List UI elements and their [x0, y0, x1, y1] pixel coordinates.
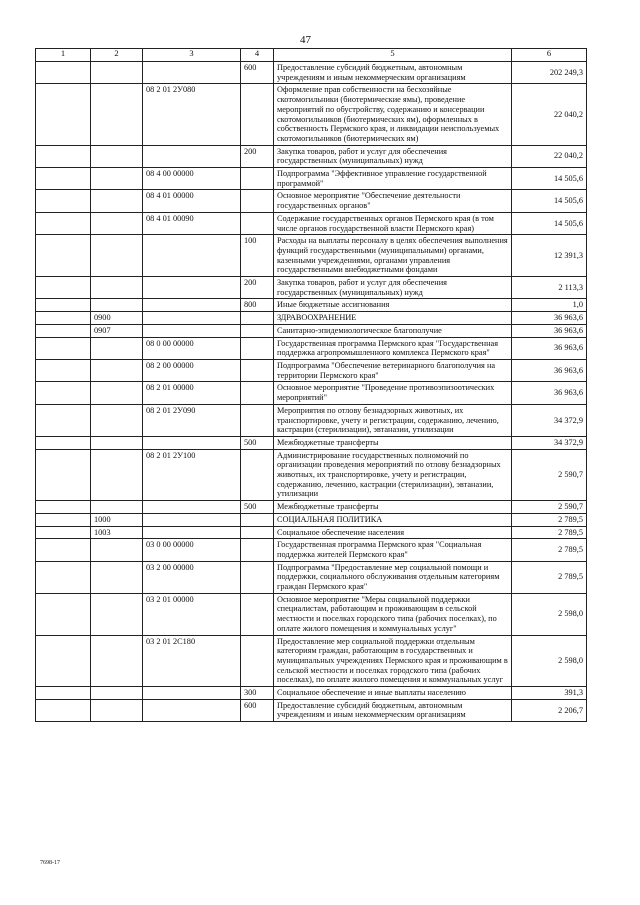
cell-expense-type: [241, 539, 274, 561]
cell-section: [36, 449, 91, 501]
cell-target-article: [143, 526, 241, 539]
cell-name: Основное мероприятие "Обеспечение деятельности государственных органов": [274, 190, 512, 212]
cell-amount: 202 249,3: [512, 62, 587, 84]
cell-name: Подпрограмма "Эффективное управление государственной программой": [274, 168, 512, 190]
table-row: [36, 62, 587, 84]
cell-subsection: [91, 190, 143, 212]
cell-amount: 22 040,2: [512, 84, 587, 145]
cell-subsection: [91, 687, 143, 700]
cell-name: Предоставление субсидий бюджетным, автономным учреждениям и иным некоммерческим организациям: [274, 699, 512, 721]
cell-expense-type: [241, 635, 274, 687]
cell-subsection: [91, 449, 143, 501]
cell-expense-type: [241, 337, 274, 359]
cell-expense-type: 100: [241, 235, 274, 277]
cell-target-article: [143, 324, 241, 337]
cell-section: [36, 359, 91, 381]
table-row: [36, 359, 587, 381]
cell-section: [36, 324, 91, 337]
cell-subsection: [91, 436, 143, 449]
cell-subsection: [91, 539, 143, 561]
cell-target-article: 03 2 00 00000: [143, 561, 241, 593]
footer-code: 7698-17: [40, 860, 60, 866]
cell-name: Предоставление мер социальной поддержки отдельным категориям граждан, работающим в государственных и муниципальных учреждениях Пермского края и проживающим в сельской местности и поселках городского типа (рабочих поселках), по оплате жилого помещения и коммунальных услуг: [274, 635, 512, 687]
table-row: [36, 526, 587, 539]
cell-amount: 2 590,7: [512, 501, 587, 514]
cell-subsection: [91, 84, 143, 145]
cell-subsection: 1000: [91, 513, 143, 526]
cell-expense-type: 600: [241, 699, 274, 721]
cell-amount: 22 040,2: [512, 145, 587, 167]
cell-amount: 14 505,6: [512, 212, 587, 234]
table-row: [36, 324, 587, 337]
table-row: [36, 539, 587, 561]
cell-amount: 391,3: [512, 687, 587, 700]
budget-table: [35, 48, 587, 722]
cell-section: [36, 190, 91, 212]
cell-subsection: [91, 62, 143, 84]
cell-expense-type: [241, 382, 274, 404]
cell-subsection: [91, 501, 143, 514]
cell-amount: 2 113,3: [512, 277, 587, 299]
cell-section: [36, 561, 91, 593]
cell-name: Мероприятия по отлову безнадзорных животных, их транспортировке, учету и регистрации, содержанию, лечению, кастрации (стерилизации), эвтаназии, утилизации: [274, 404, 512, 436]
cell-expense-type: 600: [241, 62, 274, 84]
table-header-row: [36, 49, 587, 62]
cell-target-article: [143, 312, 241, 325]
table-row: [36, 687, 587, 700]
cell-name: ЗДРАВООХРАНЕНИЕ: [274, 312, 512, 325]
cell-expense-type: [241, 526, 274, 539]
cell-subsection: [91, 212, 143, 234]
cell-amount: 34 372,9: [512, 436, 587, 449]
cell-target-article: [143, 235, 241, 277]
cell-subsection: [91, 561, 143, 593]
cell-target-article: 08 4 00 00000: [143, 168, 241, 190]
cell-target-article: 03 2 01 00000: [143, 593, 241, 635]
cell-target-article: 03 2 01 2С180: [143, 635, 241, 687]
cell-name: Содержание государственных органов Пермского края (в том числе органов государственной власти Пермского края): [274, 212, 512, 234]
table-row: [36, 337, 587, 359]
cell-expense-type: 300: [241, 687, 274, 700]
cell-section: [36, 539, 91, 561]
cell-subsection: [91, 699, 143, 721]
cell-section: [36, 382, 91, 404]
cell-expense-type: [241, 190, 274, 212]
cell-amount: 2 598,0: [512, 593, 587, 635]
cell-section: [36, 635, 91, 687]
cell-name: Предоставление субсидий бюджетным, автономным учреждениям и иным некоммерческим организациям: [274, 62, 512, 84]
cell-section: [36, 337, 91, 359]
cell-target-article: 08 2 01 2У090: [143, 404, 241, 436]
cell-expense-type: [241, 168, 274, 190]
cell-expense-type: 500: [241, 501, 274, 514]
table-row: [36, 635, 587, 687]
cell-name: Закупка товаров, работ и услуг для обеспечения государственных (муниципальных) нужд: [274, 277, 512, 299]
cell-subsection: [91, 235, 143, 277]
cell-target-article: [143, 699, 241, 721]
cell-subsection: [91, 382, 143, 404]
cell-section: [36, 277, 91, 299]
cell-amount: 2 789,5: [512, 561, 587, 593]
cell-target-article: [143, 277, 241, 299]
cell-target-article: [143, 501, 241, 514]
cell-section: [36, 699, 91, 721]
cell-name: СОЦИАЛЬНАЯ ПОЛИТИКА: [274, 513, 512, 526]
cell-target-article: 08 2 01 2У100: [143, 449, 241, 501]
column-header: 2: [91, 49, 143, 62]
cell-name: Закупка товаров, работ и услуг для обеспечения государственных (муниципальных) нужд: [274, 145, 512, 167]
table-row: [36, 312, 587, 325]
cell-amount: 2 206,7: [512, 699, 587, 721]
cell-section: [36, 501, 91, 514]
cell-amount: 12 391,3: [512, 235, 587, 277]
cell-amount: 14 505,6: [512, 168, 587, 190]
table-row: [36, 449, 587, 501]
cell-target-article: 08 4 01 00090: [143, 212, 241, 234]
cell-section: [36, 84, 91, 145]
column-header: 5: [274, 49, 512, 62]
cell-section: [36, 526, 91, 539]
cell-subsection: [91, 299, 143, 312]
cell-expense-type: 200: [241, 277, 274, 299]
cell-section: [36, 235, 91, 277]
cell-name: Государственная программа Пермского края "Государственная поддержка агропромышленного комплекса Пермского края": [274, 337, 512, 359]
cell-expense-type: [241, 359, 274, 381]
table-row: [36, 84, 587, 145]
table-row: [36, 501, 587, 514]
cell-subsection: 0900: [91, 312, 143, 325]
cell-subsection: [91, 168, 143, 190]
cell-name: Иные бюджетные ассигнования: [274, 299, 512, 312]
cell-name: Основное мероприятие "Проведение противоэпизоотических мероприятий": [274, 382, 512, 404]
cell-expense-type: [241, 212, 274, 234]
cell-amount: 36 963,6: [512, 312, 587, 325]
cell-amount: 2 789,5: [512, 513, 587, 526]
cell-subsection: [91, 145, 143, 167]
cell-amount: 14 505,6: [512, 190, 587, 212]
cell-section: [36, 687, 91, 700]
cell-target-article: [143, 436, 241, 449]
cell-section: [36, 404, 91, 436]
cell-amount: 36 963,6: [512, 382, 587, 404]
cell-expense-type: [241, 593, 274, 635]
cell-subsection: [91, 277, 143, 299]
cell-subsection: [91, 593, 143, 635]
table-row: [36, 212, 587, 234]
column-header: 1: [36, 49, 91, 62]
cell-target-article: [143, 299, 241, 312]
cell-name: Администрирование государственных полномочий по организации проведения мероприятий по отлову безнадзорных животных, их транспортировке, учету и регистрации, содержанию, лечению, кастрации (стерилизации), эвтаназии, утилизации: [274, 449, 512, 501]
cell-section: [36, 145, 91, 167]
table-row: [36, 593, 587, 635]
cell-target-article: 08 4 01 00000: [143, 190, 241, 212]
cell-amount: 34 372,9: [512, 404, 587, 436]
cell-name: Социальное обеспечение населения: [274, 526, 512, 539]
table-row: [36, 561, 587, 593]
cell-expense-type: 800: [241, 299, 274, 312]
table-row: [36, 513, 587, 526]
cell-section: [36, 62, 91, 84]
cell-section: [36, 593, 91, 635]
cell-name: Оформление прав собственности на бесхозяйные скотомогильники (биотермические ямы), проведение мероприятий по обустройству, содержанию и консервации скотомогильников (биотермических ям), оформленных в собственность Пермского края, и ликвидации неиспользуемых скотомогильников (биотермических ям): [274, 84, 512, 145]
cell-section: [36, 299, 91, 312]
cell-name: Санитарно-эпидемиологическое благополучие: [274, 324, 512, 337]
cell-subsection: 1003: [91, 526, 143, 539]
table-row: [36, 190, 587, 212]
table-row: [36, 436, 587, 449]
cell-subsection: [91, 337, 143, 359]
table-row: [36, 382, 587, 404]
cell-section: [36, 436, 91, 449]
cell-expense-type: [241, 449, 274, 501]
cell-name: Государственная программа Пермского края "Социальная поддержка жителей Пермского края": [274, 539, 512, 561]
cell-target-article: 08 2 01 00000: [143, 382, 241, 404]
cell-name: Подпрограмма "Обеспечение ветеринарного благополучия на территории Пермского края": [274, 359, 512, 381]
cell-target-article: [143, 513, 241, 526]
cell-subsection: [91, 359, 143, 381]
table-row: [36, 404, 587, 436]
cell-name: Межбюджетные трансферты: [274, 501, 512, 514]
cell-expense-type: 200: [241, 145, 274, 167]
cell-expense-type: [241, 404, 274, 436]
cell-name: Социальное обеспечение и иные выплаты населению: [274, 687, 512, 700]
column-header: 3: [143, 49, 241, 62]
cell-amount: 2 789,5: [512, 539, 587, 561]
cell-amount: 2 789,5: [512, 526, 587, 539]
cell-name: Межбюджетные трансферты: [274, 436, 512, 449]
cell-target-article: 08 2 01 2У080: [143, 84, 241, 145]
cell-expense-type: [241, 324, 274, 337]
cell-amount: 1,0: [512, 299, 587, 312]
cell-expense-type: [241, 513, 274, 526]
cell-section: [36, 212, 91, 234]
column-header: 6: [512, 49, 587, 62]
page-number: 47: [300, 34, 311, 46]
cell-section: [36, 513, 91, 526]
cell-target-article: 03 0 00 00000: [143, 539, 241, 561]
cell-name: Основное мероприятие "Меры социальной поддержки специалистам, работающим и проживающим в сельской местности и поселках городского типа (рабочих поселках), по оплате жилого помещения и коммунальных услуг": [274, 593, 512, 635]
table-row: [36, 299, 587, 312]
cell-expense-type: 500: [241, 436, 274, 449]
table-row: [36, 699, 587, 721]
cell-target-article: [143, 145, 241, 167]
cell-target-article: [143, 687, 241, 700]
cell-subsection: [91, 635, 143, 687]
cell-name: Подпрограмма "Предоставление мер социальной помощи и поддержки, социального обслуживания отдельным категориям граждан Пермского края": [274, 561, 512, 593]
table-row: [36, 235, 587, 277]
cell-amount: 2 598,0: [512, 635, 587, 687]
cell-amount: 2 590,7: [512, 449, 587, 501]
cell-expense-type: [241, 561, 274, 593]
cell-target-article: 08 0 00 00000: [143, 337, 241, 359]
column-header: 4: [241, 49, 274, 62]
cell-target-article: [143, 62, 241, 84]
cell-subsection: 0907: [91, 324, 143, 337]
cell-expense-type: [241, 312, 274, 325]
cell-amount: 36 963,6: [512, 337, 587, 359]
cell-name: Расходы на выплаты персоналу в целях обеспечения выполнения функций государственными (муниципальными) органами, казенными учреждениями, органами управления государственными внебюджетными фондами: [274, 235, 512, 277]
table-row: [36, 277, 587, 299]
cell-amount: 36 963,6: [512, 359, 587, 381]
cell-section: [36, 168, 91, 190]
cell-target-article: 08 2 00 00000: [143, 359, 241, 381]
cell-section: [36, 312, 91, 325]
table-row: [36, 168, 587, 190]
table-row: [36, 145, 587, 167]
cell-amount: 36 963,6: [512, 324, 587, 337]
cell-expense-type: [241, 84, 274, 145]
cell-subsection: [91, 404, 143, 436]
